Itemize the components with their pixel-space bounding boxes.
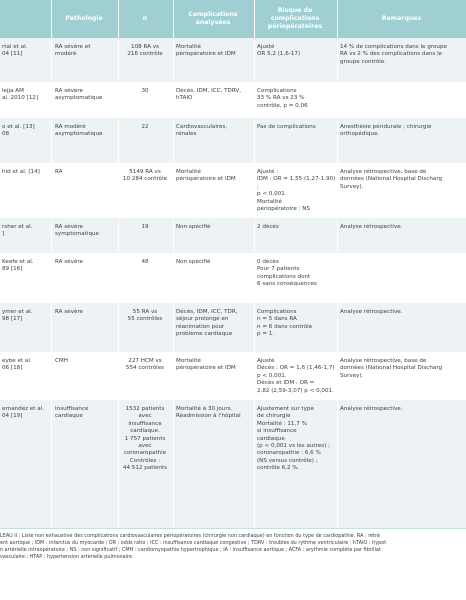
cell-pathologie: RA modéré asymptomatique [55, 124, 103, 138]
row-divider [0, 528, 466, 529]
header-complications: Complications analysées [188, 11, 238, 26]
cell-complications: Mortalité périopératoire et IDM [176, 169, 236, 183]
cell-complications: Mortalité périopératoire et IDM [176, 44, 236, 58]
table-row [0, 352, 466, 400]
cell-n: 22 [141, 124, 149, 130]
column-divider [51, 0, 52, 528]
header-remarques: Remarques [381, 15, 422, 23]
cell-complications: Décès, IDM, ICC, TDRV, hTAIO [176, 88, 242, 102]
cell-risque: Complications n = 5 dans RA n = 6 dans contrôle p = 1. [257, 309, 313, 338]
cell-remarques: Analyse rétrospective. [340, 309, 403, 315]
cell-complications: Décès, IDM, ICC, TDR, séjour prolongé en réanimation pour problème cardiaque [176, 309, 238, 338]
table-header [0, 0, 466, 38]
column-divider [118, 0, 119, 528]
cell-reference: o et al. [13] 08 [2, 124, 35, 138]
cell-pathologie: RA sévère et modéré [55, 44, 91, 58]
cell-n: 55 RA vs 55 contrôles [127, 309, 163, 323]
cell-risque: 2 décès [257, 224, 279, 230]
cell-pathologie: RA sévère [55, 259, 83, 265]
cell-n: 5149 RA vs 10 284 contrôle [122, 169, 168, 183]
cell-remarques: Analyse rétrospective. [340, 224, 403, 230]
cell-n: 30 [141, 88, 149, 94]
cell-risque: Complications 33 % RA vs 23 % contrôle, p = 0,06 [257, 88, 308, 109]
cell-n: 19 [141, 224, 149, 230]
cell-risque: Ajusté OR 5,2 (1,6-17) [257, 44, 301, 58]
table-row [0, 303, 466, 352]
cell-risque: Pas de complications [257, 124, 316, 130]
cell-remarques: 14 % de complications dans le groupe RA vs 2 % des complications dans le groupe contrôle. [340, 44, 447, 65]
table-row [0, 38, 466, 82]
column-divider [337, 0, 338, 528]
cell-n: 227 HCM vs 554 contrôles [125, 358, 165, 372]
cell-pathologie: RA sévère symptomatique [55, 224, 100, 238]
cell-risque: Ajusté Décès : OR = 1,6 (1,46-1,7) p < 0,001. Décès et IDM : OR = 2,82 (2,59-3,07) p < 0,001. [257, 358, 335, 394]
cell-reference: rsher et al. ] [2, 224, 33, 238]
cell-risque: Ajustement sur type de chirurgie Mortalité : 11,7 % si insuffisance cardiaque (p < 0,001 vs les autres) ; coronaropathie : 6,6 % (NS versus contrôle) ; contrôle 6,2 %. [257, 406, 331, 471]
column-divider [254, 0, 255, 528]
table-row [0, 218, 466, 253]
cell-complications: Mortalité à 30 jours. Réadmission à l'hôpital [176, 406, 241, 420]
table-row [0, 400, 466, 528]
cell-reference: Keefe et al. 89 [16] [2, 259, 34, 273]
cell-reference: eybe et al. 06 [18] [2, 358, 32, 372]
table-caption: LEAU II : Liste non exhaustive des complications cardiovasculaires périopératoires (chirurgie non cardiaque) en fonction du type de cardiopathie. RA : rétré ent aortique ; IDM : infarctus du myocarde ; OR : odds ratio ; ICC : insuffisance cardiaque congestive ; TDRV : troubles du rythme ventriculaire ; hTAIO : hypot n artérielle intraopératoire ; NS : non significatif ; CMH : cardiomyopathie hypertrophique ; IA : insuffisance aortique ; ACFA : arythmie complète par fibrillat vasculaire ; HTAP : hypertension artérielle pulmonaire. [0, 533, 387, 561]
table-row [0, 82, 466, 118]
cell-pathologie: RA sévère [55, 309, 83, 315]
cell-n: 1532 patients avec insuffisance cardiaque. 1 757 patients avec coronaropathie Contrôles : 44 512 patients [122, 406, 168, 471]
cell-risque: Ajusté : IDM : OR = 1,55 (1,27-1,90) ; p < 0,001 Mortalité périopératoire : NS [257, 169, 336, 212]
cell-pathologie: CMH [55, 358, 68, 364]
cell-complications: Non spécifié [176, 259, 211, 265]
cell-remarques: Analyse rétrospective. [340, 406, 403, 412]
cell-risque: 0 décès Pour 7 patients complications dont 6 sans conséquences [257, 259, 317, 288]
cell-remarques: Analyse rétrospective, base de données (National Hospital Discharg Survey). [340, 358, 443, 379]
header-risque: Risque de complications périopératoires [267, 7, 323, 30]
header-n: n [142, 15, 148, 23]
cell-remarques: Anesthésie péridurale ; chirurgie orthopédique. [340, 124, 432, 138]
cell-pathologie: RA sévère asymptomatique [55, 88, 103, 102]
cell-complications: Mortalité périopératoire et IDM [176, 358, 236, 372]
cell-reference: hid et al. [14] [2, 169, 40, 175]
cell-remarques: Analyse rétrospective, base de données (National Hospital Discharg Survey). [340, 169, 443, 190]
cell-pathologie: Insuffisance cardiaque [55, 406, 89, 420]
cell-complications: Cardiovasculaires, rénales [176, 124, 228, 138]
cell-n: 108 RA vs 216 contrôle [127, 44, 163, 58]
cell-pathologie: RA [55, 169, 63, 175]
column-divider [173, 0, 174, 528]
table-row [0, 253, 466, 303]
cell-reference: rtal et al. 04 [11] [2, 44, 28, 58]
table-row [0, 163, 466, 218]
cell-reference: ymer et al. 98 [17] [2, 309, 33, 323]
header-reference [0, 0, 50, 38]
table-row [0, 118, 466, 163]
header-pathologie: Pathologie [65, 15, 103, 23]
cell-reference: lejja AM al. 2010 [12] [2, 88, 39, 102]
cell-reference: ernandez et al. 04 [19] [2, 406, 45, 420]
cell-n: 48 [141, 259, 149, 265]
cell-complications: Non spécifié [176, 224, 211, 230]
